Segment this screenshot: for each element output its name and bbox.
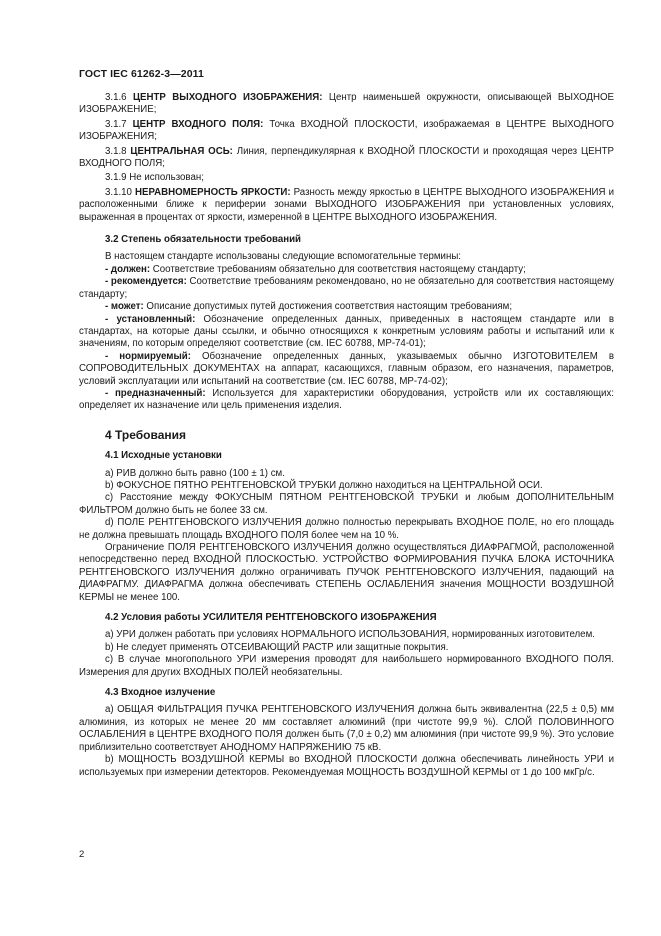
def-text: Не использован; xyxy=(129,172,204,184)
term-label: - должен: xyxy=(105,263,151,275)
term-should xyxy=(79,264,614,276)
paragraph: а) УРИ должен работать при условиях НОРМАЛЬНОГО ИСПОЛЬЗОВАНИЯ, нормированных изготовителем. xyxy=(105,629,595,641)
paragraph: d) ПОЛЕ РЕНТГЕНОВСКОГО ИЗЛУЧЕНИЯ должно полностью перекрывать ВХОДНОЕ ПОЛЕ, но его площадь не должна превышать площадь ВХОДНОГО ПОЛЯ более чем на 10 %. xyxy=(79,517,614,541)
document-header: ГОСТ IEC 61262-3—2011 xyxy=(79,68,204,80)
paragraph: Ограничение ПОЛЯ РЕНТГЕНОВСКОГО ИЗЛУЧЕНИЯ должно осуществляться ДИАФРАГМОЙ, расположенной непосредственно перед ВХОДНОЙ ПЛОСКОСТЬЮ. УСТРОЙСТВО ФОРМИРОВАНИЯ ПУЧКА БЛОКА ИСТОЧНИКА РЕНТГЕНОВСКОГО ИЗЛУЧЕНИЯ должно ограничивать ПУЧОК РЕНТГЕНОВСКОГО ИЗЛУЧЕНИЯ, падающий на ДИАФРАГМУ. ДИАФРАГМА должна обеспечивать СТЕПЕНЬ ОСЛАБЛЕНИЯ значения МОЩНОСТИ ВОЗДУШНОЙ КЕРМЫ не менее 100. xyxy=(79,542,614,603)
definition-3-1-6 xyxy=(79,92,614,117)
term-text: Соответствие требованиям рекомендовано, но не обязательно для соответствия настоящему стандарту; xyxy=(79,276,614,300)
term-specified xyxy=(79,314,614,351)
section-3-2-heading: 3.2 Степень обязательности требований xyxy=(105,234,301,246)
section-4-1-heading: 4.1 Исходные установки xyxy=(105,450,222,462)
def-number: 3.1.7 xyxy=(105,118,133,130)
term-normative xyxy=(79,351,614,388)
def-number: 3.1.10 xyxy=(105,186,136,198)
term-may xyxy=(79,301,614,313)
term-recommended xyxy=(79,276,614,301)
term-text: Используется для характеристики оборудования, устройств или их составляющих: определяет их назначение или цель применения изделия. xyxy=(79,387,614,412)
document-body xyxy=(79,92,614,779)
def-text: Линия, перпендикулярная к ВХОДНОЙ ПЛОСКОСТИ и проходящая через ЦЕНТР ВХОДНОГО ПОЛЯ; xyxy=(79,145,614,170)
term-label: - предназначенный: xyxy=(105,387,206,399)
definition-3-1-10 xyxy=(79,187,614,224)
def-term: НЕРАВНОМЕРНОСТЬ ЯРКОСТИ: xyxy=(135,186,291,198)
term-label: - установленный: xyxy=(105,313,196,325)
def-text: Точка ВХОДНОЙ ПЛОСКОСТИ, изображаемая в ЦЕНТРЕ ВЫХОДНОГО ИЗОБРАЖЕНИЯ; xyxy=(79,118,614,143)
definition-3-1-8 xyxy=(79,146,614,171)
paragraph: b) Не следует применять ОТСЕИВАЮЩИЙ РАСТР или защитные покрытия. xyxy=(105,641,449,653)
term-text: Обозначение определенных данных, приведенных в настоящем стандарте или в стандартах, на которые даны ссылки, и обычно относящихся к конкретным условиям работы и испытаний или к значениям, по которым определяют соответствие (см. IEC 60788, MP-74-01); xyxy=(79,313,614,350)
paragraph: b) ФОКУСНОЕ ПЯТНО РЕНТГЕНОВСКОЙ ТРУБКИ должно находиться на ЦЕНТРАЛЬНОЙ ОСИ. xyxy=(105,479,543,491)
def-number: 3.1.8 xyxy=(105,145,131,157)
paragraph: с) В случае многопольного УРИ измерения проводят для наибольшего нормированного ВХОДНОГО ПОЛЯ. Измерения для других ВХОДНЫХ ПОЛЕЙ необязательны. xyxy=(79,654,614,678)
definition-3-1-7 xyxy=(79,119,614,144)
def-number: 3.1.6 xyxy=(105,92,133,103)
term-label: - рекомендуется: xyxy=(105,276,187,288)
term-text: Обозначение определенных данных, указываемых обычно ИЗГОТОВИТЕЛЕМ в СОПРОВОДИТЕЛЬНЫХ ДОКУМЕНТАХ на аппарат, касающихся, главным образом, его назначения, параметров, условий эксплуатации или испытаний на соответствие (см. IEC 60788, MP-74-02); xyxy=(79,350,614,387)
term-intended xyxy=(79,388,614,413)
def-term: ЦЕНТР ВЫХОДНОГО ИЗОБРАЖЕНИЯ: xyxy=(132,92,323,103)
paragraph: b) МОЩНОСТЬ ВОЗДУШНОЙ КЕРМЫ во ВХОДНОЙ ПЛОСКОСТИ должна обеспечивать линейность УРИ и используемых при измерении детекторов. Рекомендуемая МОЩНОСТЬ ВОЗДУШНОЙ КЕРМЫ от 1 до 100 мкГр/с. xyxy=(79,754,614,778)
page-number: 2 xyxy=(79,849,85,860)
term-label: - нормируемый: xyxy=(105,350,191,362)
section-4-2-heading: 4.2 Условия работы УСИЛИТЕЛЯ РЕНТГЕНОВСКОГО ИЗОБРАЖЕНИЯ xyxy=(105,612,437,624)
term-text: Описание допустимых путей достижения соответствия настоящим требованиям; xyxy=(143,301,513,313)
section-4-heading: 4 Требования xyxy=(105,427,186,442)
term-text: Соответствие требованиям обязательно для соответствия настоящему стандарту; xyxy=(150,263,526,275)
term-label: - может: xyxy=(105,301,144,313)
def-text: Центр наименьшей окружности, описывающей ВЫХОДНОЕ ИЗОБРАЖЕНИЕ; xyxy=(79,92,614,116)
def-term: ЦЕНТР ВХОДНОГО ПОЛЯ: xyxy=(132,118,264,130)
def-number: 3.1.9 xyxy=(105,172,130,184)
def-term: ЦЕНТРАЛЬНАЯ ОСЬ: xyxy=(130,145,233,157)
paragraph: с) Расстояние между ФОКУСНЫМ ПЯТНОМ РЕНТГЕНОВСКОЙ ТРУБКИ и любым ДОПОЛНИТЕЛЬНЫМ ФИЛЬТРОМ должно быть не более 33 см. xyxy=(79,492,614,516)
paragraph: а) РИВ должно быть равно (100 ± 1) см. xyxy=(105,467,285,479)
definition-3-1-9 xyxy=(79,172,614,184)
paragraph: а) ОБЩАЯ ФИЛЬТРАЦИЯ ПУЧКА РЕНТГЕНОВСКОГО ИЗЛУЧЕНИЯ должна быть эквивалентна (22,5 ± 0,5) мм алюминия, из которых не менее 20 мм составляет алюминий (при чистоте 99,9 %). СЛОЙ ПОЛОВИННОГО ОСЛАБЛЕНИЯ в ЦЕНТРЕ ВХОДНОГО ПОЛЯ должен быть (7,0 ± 0,2) мм алюминия (при чистоте 99,9 %). Это условие приблизительно соответствует АНОДНОМУ НАПРЯЖЕНИЮ 75 кВ. xyxy=(79,704,614,753)
section-3-2-intro: В настоящем стандарте использованы следующие вспомогательные термины: xyxy=(105,251,461,263)
section-4-3-heading: 4.3 Входное излучение xyxy=(105,687,216,699)
def-text: Разность между яркостью в ЦЕНТРЕ ВЫХОДНОГО ИЗОБРАЖЕНИЯ и расположенными ближе к периферии зонами ВЫХОДНОГО ИЗОБРАЖЕНИЯ при установленных условиях, выраженная в процентах от яркости, измеренной в ЦЕНТРЕ ВЫХОДНОГО ИЗОБРАЖЕНИЯ. xyxy=(79,186,614,223)
